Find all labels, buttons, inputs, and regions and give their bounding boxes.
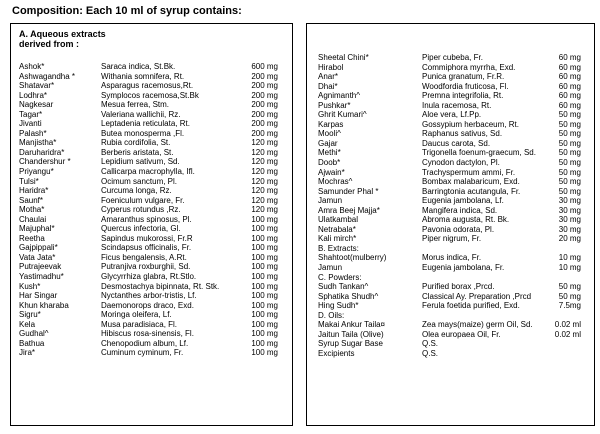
ingredient-row xyxy=(307,330,594,340)
ingredient-row xyxy=(11,329,292,339)
ingredient-name: Daruharidra* xyxy=(19,147,65,157)
ingredient-quantity: 100 mg xyxy=(251,281,278,291)
ingredient-name: Bathua xyxy=(19,338,45,348)
ingredient-name: Shahtoot(mulberry) xyxy=(318,253,387,263)
ingredient-row xyxy=(11,91,292,101)
ingredient-row xyxy=(307,225,594,235)
botanical-source: Purified borax ,Prcd. xyxy=(422,282,495,292)
ingredient-name: Ashok* xyxy=(19,62,45,71)
botanical-source: Eugenia jambolana, Fr. xyxy=(422,263,505,273)
ingredient-row xyxy=(307,53,594,63)
botanical-source: Ficus bengalensis, A.Rt. xyxy=(101,252,187,262)
section-subheading: B. Extracts: xyxy=(318,243,359,253)
ingredient-name: Haridra* xyxy=(19,186,49,196)
ingredient-row xyxy=(11,272,292,282)
botanical-source: Abroma augusta, Rt. Bk. xyxy=(422,215,510,225)
ingredient-quantity: 200 mg xyxy=(251,81,278,91)
ingredient-row xyxy=(11,253,292,263)
ingredient-quantity: 600 mg xyxy=(251,62,278,71)
ingredient-quantity: 100 mg xyxy=(251,243,278,253)
ingredient-name: Samunder Phal * xyxy=(318,186,379,196)
ingredient-quantity: 0.02 ml xyxy=(554,320,581,330)
ingredient-row xyxy=(307,282,594,292)
ingredient-name: Kush* xyxy=(19,281,41,291)
ingredient-name: Hirabol xyxy=(318,62,344,72)
ingredient-name: Chaulai xyxy=(19,214,47,224)
ingredient-quantity: 100 mg xyxy=(251,224,278,234)
botanical-source: Commiphora myrrha, Exd. xyxy=(422,62,516,72)
ingredient-row xyxy=(307,120,594,130)
ingredient-name: Pushkar* xyxy=(318,100,351,110)
botanical-source: Musa paradisiaca, Fl. xyxy=(101,319,178,329)
ingredient-quantity: 120 mg xyxy=(251,176,278,186)
botanical-source: Butea monosperma ,Fl. xyxy=(101,128,185,138)
ingredient-quantity: 30 mg xyxy=(558,205,581,215)
ingredient-name: Nagkesar xyxy=(19,100,54,110)
ingredient-quantity: 60 mg xyxy=(558,72,581,82)
ingredient-row xyxy=(11,301,292,311)
ingredient-quantity: 30 mg xyxy=(558,224,581,234)
ingredient-row xyxy=(307,349,594,359)
botanical-source: Q.S. xyxy=(422,348,439,358)
ingredient-quantity: 60 mg xyxy=(558,62,581,72)
botanical-source: Withania somnifera, Rt. xyxy=(101,71,185,81)
ingredient-row xyxy=(11,320,292,330)
ingredient-name: Jivanti xyxy=(19,119,42,129)
ingredient-name: Doob* xyxy=(318,158,341,168)
ingredient-name: Putrajeevak xyxy=(19,262,62,272)
ingredient-name: Reetha xyxy=(19,233,45,243)
botanical-source: Lepidium sativum, Sd. xyxy=(101,157,180,167)
ingredient-quantity: 7.5mg xyxy=(558,301,581,311)
botanical-source: Curcuma longa, Rz. xyxy=(101,186,172,196)
botanical-source: Eugenia jambolana, Lf. xyxy=(422,196,504,206)
ingredient-quantity: 10 mg xyxy=(558,263,581,273)
ingredient-row xyxy=(11,186,292,196)
botanical-source: Saraca indica, St.Bk. xyxy=(101,62,176,71)
ingredient-quantity: 100 mg xyxy=(251,310,278,320)
ingredient-row xyxy=(307,63,594,73)
ingredient-name: Syrup Sugar Base xyxy=(318,339,383,349)
botanical-source: Premna integrifolia, Rt. xyxy=(422,91,504,101)
ingredient-name: Ulatkambal xyxy=(318,215,359,225)
ingredient-row xyxy=(307,82,594,92)
ingredient-row xyxy=(307,139,594,149)
botanical-source: Scindapsus officinalis, Fr. xyxy=(101,243,192,253)
ingredient-row xyxy=(307,129,594,139)
botanical-source: Barringtonia acutangula, Fr. xyxy=(422,186,521,196)
ingredient-name: Majuphal* xyxy=(19,224,55,234)
composition-title: Composition: Each 10 ml of syrup contains: xyxy=(12,5,242,17)
botanical-source: Quercus infectoria, Gl. xyxy=(101,224,181,234)
ingredient-quantity: 50 mg xyxy=(558,282,581,292)
ingredient-name: Sudh Tankan^ xyxy=(318,282,369,292)
ingredient-quantity: 50 mg xyxy=(558,167,581,177)
left-ingredient-list xyxy=(11,62,292,358)
ingredient-name: Lodhra* xyxy=(19,90,48,100)
ingredient-name: Mochras^ xyxy=(318,177,353,187)
botanical-source: Piper cubeba, Fr. xyxy=(422,53,483,62)
ingredient-name: Mooli^ xyxy=(318,129,341,139)
ingredient-quantity: 30 mg xyxy=(558,215,581,225)
ingredient-quantity: 120 mg xyxy=(251,195,278,205)
botanical-source: Classical Ay. Preparation ,Prcd xyxy=(422,291,532,301)
ingredient-quantity: 50 mg xyxy=(558,177,581,187)
ingredient-name: Agnimanth^ xyxy=(318,91,360,101)
ingredient-quantity: 100 mg xyxy=(251,300,278,310)
ingredient-name: Khun kharaba xyxy=(19,300,69,310)
ingredient-name: Sigru* xyxy=(19,310,41,320)
ingredient-quantity: 100 mg xyxy=(251,291,278,301)
botanical-source: Mesua ferrea, Stm. xyxy=(101,100,170,110)
ingredient-quantity: 200 mg xyxy=(251,119,278,129)
ingredient-quantity: 100 mg xyxy=(251,329,278,339)
botanical-source: Asparagus racemosus,Rt. xyxy=(101,81,194,91)
ingredient-name: Kali mirch* xyxy=(318,234,357,244)
ingredient-row xyxy=(11,100,292,110)
botanical-source: Moringa oleifera, Lf. xyxy=(101,310,172,320)
botanical-source: Morus indica, Fr. xyxy=(422,253,482,263)
botanical-source: Sapindus mukorossi, Fr.R xyxy=(101,233,193,243)
ingredient-quantity: 50 mg xyxy=(558,129,581,139)
ingredient-row xyxy=(307,234,594,244)
section-subheading: C. Powders: xyxy=(318,272,362,282)
ingredient-row xyxy=(11,119,292,129)
botanical-source: Leptadenia reticulata, Rt. xyxy=(101,119,190,129)
ingredient-quantity: 20 mg xyxy=(558,234,581,244)
ingredient-name: Jaitun Taila (Olive) xyxy=(318,329,384,339)
ingredient-row xyxy=(11,339,292,349)
ingredient-row xyxy=(11,81,292,91)
botanical-source: Trigonella foenum-graecum, Sd. xyxy=(422,148,536,158)
ingredient-row xyxy=(307,177,594,187)
botanical-source: Mangifera indica, Sd. xyxy=(422,205,498,215)
botanical-source: Callicarpa macrophylla, Ifl. xyxy=(101,167,195,177)
ingredient-quantity: 60 mg xyxy=(558,53,581,62)
ingredient-name: Ashwagandha * xyxy=(19,71,76,81)
ingredient-quantity: 100 mg xyxy=(251,252,278,262)
ingredient-name: Priyangu* xyxy=(19,167,54,177)
ingredient-quantity: 50 mg xyxy=(558,138,581,148)
left-ingredient-panel xyxy=(10,23,293,426)
ingredient-quantity: 100 mg xyxy=(251,338,278,348)
ingredient-row xyxy=(307,301,594,311)
ingredient-name: Jamun xyxy=(318,196,343,206)
botanical-source: Punica granatum, Fr.R. xyxy=(422,72,505,82)
ingredient-row xyxy=(307,292,594,302)
ingredient-quantity: 60 mg xyxy=(558,100,581,110)
ingredient-name: Ajwain* xyxy=(318,167,345,177)
right-ingredient-list xyxy=(307,53,594,359)
ingredient-row xyxy=(11,348,292,358)
ingredient-name: Makai Ankur Taila¤ xyxy=(318,320,385,330)
ingredient-name: Karpas xyxy=(318,119,344,129)
ingredient-quantity: 0.02 ml xyxy=(554,329,581,339)
ingredient-name: Gajar xyxy=(318,138,338,148)
botanical-source: Zea mays(maize) germ Oil, Sd. xyxy=(422,320,533,330)
ingredient-row xyxy=(11,196,292,206)
ingredient-row xyxy=(307,72,594,82)
ingredient-name: Sheetal Chini* xyxy=(318,53,369,62)
ingredient-quantity: 100 mg xyxy=(251,348,278,358)
botanical-source: Hibiscus rosa-sinensis, Fl. xyxy=(101,329,194,339)
section-subheading: D. Oils: xyxy=(318,310,345,320)
ingredient-quantity: 200 mg xyxy=(251,90,278,100)
botanical-source: Valeriana wallichii, Rz. xyxy=(101,109,181,119)
ingredient-row xyxy=(307,101,594,111)
botanical-source: Daucus carota, Sd. xyxy=(422,138,491,148)
ingredient-quantity: 50 mg xyxy=(558,110,581,120)
botanical-source: Olea europaea Oil, Fr. xyxy=(422,329,501,339)
botanical-source: Nyctanthes arbor-tristis, Lf. xyxy=(101,291,197,301)
ingredient-quantity: 100 mg xyxy=(251,272,278,282)
ingredient-quantity: 100 mg xyxy=(251,233,278,243)
botanical-source: Desmostachya bipinnata, Rt. Stk. xyxy=(101,281,220,291)
ingredient-row xyxy=(11,243,292,253)
ingredient-quantity: 200 mg xyxy=(251,71,278,81)
ingredient-quantity: 120 mg xyxy=(251,157,278,167)
ingredient-name: Methi* xyxy=(318,148,341,158)
ingredient-quantity: 120 mg xyxy=(251,138,278,148)
ingredient-row xyxy=(11,291,292,301)
ingredient-name: Tulsi* xyxy=(19,176,39,186)
ingredient-name: Yastimadhu* xyxy=(19,272,64,282)
ingredient-quantity: 100 mg xyxy=(251,319,278,329)
ingredient-row xyxy=(307,215,594,225)
botanical-source: Symplocos racemosa,St.Bk xyxy=(101,90,199,100)
ingredient-row xyxy=(11,138,292,148)
botanical-source: Inula racemosa, Rt. xyxy=(422,100,492,110)
ingredient-row xyxy=(307,339,594,349)
ingredient-name: Gajpippali* xyxy=(19,243,58,253)
ingredient-name: Chandershur * xyxy=(19,157,71,167)
ingredient-name: Hing Sudh* xyxy=(318,301,359,311)
ingredient-name: Har Singar xyxy=(19,291,58,301)
botanical-source: Q.S. xyxy=(422,339,439,349)
ingredient-name: Tagar* xyxy=(19,109,43,119)
ingredient-quantity: 120 mg xyxy=(251,186,278,196)
botanical-source: Bombax malabaricum, Exd. xyxy=(422,177,520,187)
botanical-source: Berberis aristata, St. xyxy=(101,147,174,157)
ingredient-quantity: 50 mg xyxy=(558,186,581,196)
ingredient-row xyxy=(11,310,292,320)
botanical-source: Foeniculum vulgare, Fr. xyxy=(101,195,185,205)
botanical-source: Amaranthus spinosus, Pl. xyxy=(101,214,192,224)
ingredient-row xyxy=(11,157,292,167)
ingredient-row xyxy=(307,253,594,263)
ingredient-row xyxy=(307,110,594,120)
right-ingredient-panel xyxy=(306,23,595,426)
ingredient-row xyxy=(307,91,594,101)
ingredient-quantity: 100 mg xyxy=(251,214,278,224)
ingredient-name: Gudhal^ xyxy=(19,329,49,339)
ingredient-quantity: 50 mg xyxy=(558,291,581,301)
ingredient-quantity: 200 mg xyxy=(251,100,278,110)
ingredient-name: Motha* xyxy=(19,205,45,215)
ingredient-row xyxy=(11,62,292,72)
ingredient-name: Ghrit Kumari^ xyxy=(318,110,367,120)
ingredient-row xyxy=(11,262,292,272)
ingredient-quantity: 10 mg xyxy=(558,253,581,263)
ingredient-quantity: 50 mg xyxy=(558,119,581,129)
ingredient-name: Vata Jata* xyxy=(19,252,56,262)
ingredient-row xyxy=(11,110,292,120)
ingredient-row xyxy=(11,205,292,215)
ingredient-quantity: 120 mg xyxy=(251,205,278,215)
ingredient-quantity: 120 mg xyxy=(251,167,278,177)
ingredient-row xyxy=(307,187,594,197)
ingredient-quantity: 60 mg xyxy=(558,91,581,101)
ingredient-quantity: 50 mg xyxy=(558,158,581,168)
ingredient-quantity: 100 mg xyxy=(251,262,278,272)
ingredient-row xyxy=(307,196,594,206)
botanical-source: Trachyspermum ammi, Fr. xyxy=(422,167,516,177)
ingredient-row xyxy=(11,234,292,244)
botanical-source: Gossypium herbaceum, Rt. xyxy=(422,119,519,129)
ingredient-name: Dhai* xyxy=(318,81,338,91)
ingredient-row xyxy=(11,148,292,158)
ingredient-quantity: 60 mg xyxy=(558,81,581,91)
ingredient-name: Shatavar* xyxy=(19,81,55,91)
ingredient-quantity: 30 mg xyxy=(558,196,581,206)
botanical-source: Daemonorops draco, Exd. xyxy=(101,300,194,310)
botanical-source: Glycyrrhiza glabra, Rt.Stlo. xyxy=(101,272,197,282)
ingredient-name: Netrabala* xyxy=(318,224,356,234)
botanical-source: Putranjiva roxburghii, Sd. xyxy=(101,262,191,272)
ingredient-row xyxy=(307,263,594,273)
aqueous-extracts-heading: A. Aqueous extracts derived from : xyxy=(19,29,106,49)
ingredient-name: Sphatika Shudh^ xyxy=(318,291,379,301)
ingredient-quantity: 200 mg xyxy=(251,109,278,119)
botanical-source: Ocimum sanctum, Pl. xyxy=(101,176,178,186)
botanical-source: Cyperus rotundus ,Rz. xyxy=(101,205,181,215)
ingredient-name: Kela xyxy=(19,319,36,329)
botanical-source: Piper nigrum, Fr. xyxy=(422,234,482,244)
ingredient-row xyxy=(307,168,594,178)
ingredient-row xyxy=(11,282,292,292)
botanical-source: Ferula foetida purified, Exd. xyxy=(422,301,520,311)
ingredient-row xyxy=(307,158,594,168)
ingredient-quantity: 50 mg xyxy=(558,148,581,158)
ingredient-row xyxy=(11,167,292,177)
ingredient-name: Amra Beej Majja* xyxy=(318,205,380,215)
ingredient-name: Excipients xyxy=(318,348,355,358)
botanical-source: Woodfordia fruticosa, Fl. xyxy=(422,81,509,91)
botanical-source: Rubia cordifolia, St. xyxy=(101,138,171,148)
botanical-source: Pavonia odorata, Pl. xyxy=(422,224,495,234)
ingredient-name: Manjistha* xyxy=(19,138,57,148)
botanical-source: Aloe vera, Lf.Pp. xyxy=(422,110,482,120)
ingredient-row xyxy=(307,148,594,158)
botanical-source: Cynodon dactylon, Pl. xyxy=(422,158,500,168)
ingredient-row xyxy=(11,224,292,234)
ingredient-name: Palash* xyxy=(19,128,47,138)
ingredient-row xyxy=(307,320,594,330)
ingredient-row xyxy=(11,129,292,139)
botanical-source: Chenopodium album, Lf. xyxy=(101,338,189,348)
ingredient-name: Anar* xyxy=(318,72,339,82)
ingredient-row xyxy=(11,177,292,187)
ingredient-quantity: 120 mg xyxy=(251,147,278,157)
ingredient-row xyxy=(11,215,292,225)
ingredient-quantity: 200 mg xyxy=(251,128,278,138)
ingredient-name: Jira* xyxy=(19,348,36,358)
ingredient-row xyxy=(11,72,292,82)
botanical-source: Cuminum cyminum, Fr. xyxy=(101,348,184,358)
ingredient-name: Jamun xyxy=(318,263,343,273)
ingredient-name: Saunf* xyxy=(19,195,44,205)
botanical-source: Raphanus sativus, Sd. xyxy=(422,129,503,139)
ingredient-row xyxy=(307,206,594,216)
